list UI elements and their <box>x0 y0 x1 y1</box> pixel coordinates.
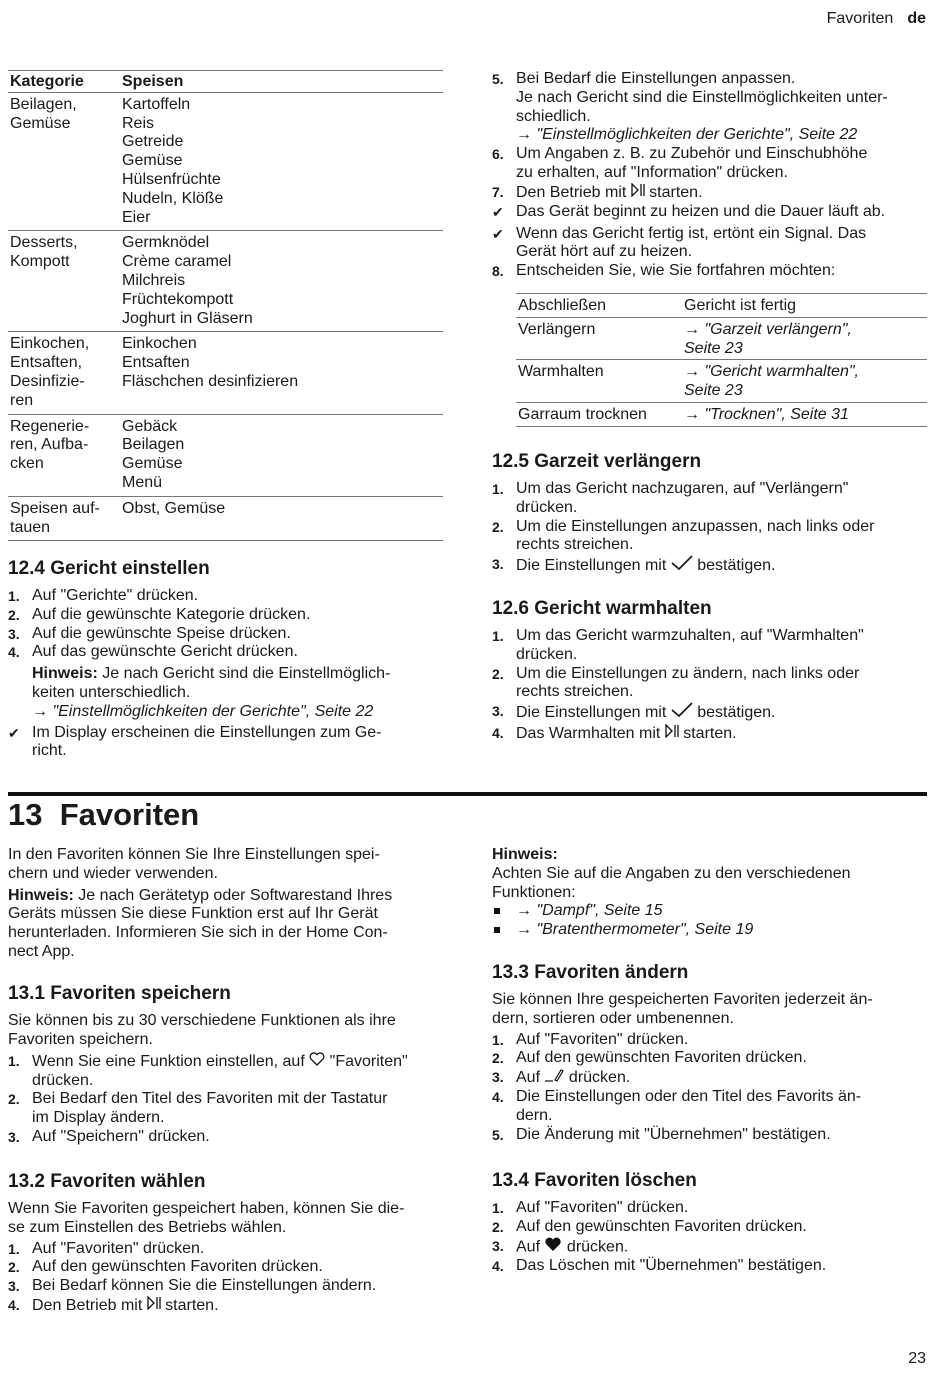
section-13-4 <box>492 1169 927 1276</box>
category-cell: Beilagen, Gemüse <box>8 92 120 231</box>
checkmark-icon: ✔ <box>492 225 504 242</box>
step-item: 4. Auf das gewünschte Gericht drücken. <box>8 643 298 661</box>
step-item: 2. Bei Bedarf den Titel des Favoriten mit der Tastatur im Display ändern. <box>8 1090 388 1127</box>
step-item: 1. Auf "Gerichte" drücken. <box>8 587 199 604</box>
step-item: 1. Um das Gericht nachzugaren, auf "Verlängern" drücken. <box>492 480 849 516</box>
option-name: Abschließen <box>516 293 682 317</box>
cross-reference-link[interactable]: → "Garzeit verlängern", Seite 23 <box>682 317 927 360</box>
category-table <box>8 70 443 541</box>
chapter-title: 13 Favoriten <box>8 797 200 832</box>
step-item: 5. Die Änderung mit "Übernehmen" bestätigen. <box>492 1125 831 1143</box>
option-name: Garraum trocknen <box>516 402 682 426</box>
step-item: 3. Auf drücken. <box>492 1069 631 1087</box>
section-title: 12.5 Garzeit verlängern <box>492 451 702 472</box>
step-item: 8. Entscheiden Sie, wie Sie fortfahren möchten: <box>492 262 836 280</box>
section-12-5 <box>492 450 927 577</box>
category-cell: Speisen auf- tauen <box>8 496 120 541</box>
dishes-cell: Kartoffeln Reis Getreide Gemüse Hülsenfrüchte Nudeln, Klöße Eier <box>120 92 443 231</box>
step-item: 3. Die Einstellungen mit bestätigen. <box>492 702 927 724</box>
confirm-check-icon <box>671 555 693 577</box>
step-item: 3. Auf die gewünschte Speise drücken. <box>8 624 291 642</box>
step-item: 1. Auf "Favoriten" drücken. <box>8 1239 205 1257</box>
step-item: 1. Auf "Favoriten" drücken. <box>492 1199 689 1216</box>
heart-filled-icon <box>544 1237 562 1258</box>
step-list <box>8 587 443 662</box>
step-list <box>492 70 927 203</box>
table-row <box>516 402 927 426</box>
category-cell: Desserts, Kompott <box>8 231 120 332</box>
category-cell: Einkochen, Entsaften, Desinfizie- ren <box>8 332 120 414</box>
section-title: 13.2 Favoriten wählen <box>8 1171 206 1192</box>
section-title: 12.6 Gericht warmhalten <box>492 598 712 619</box>
arrow-right-icon: → <box>684 363 705 381</box>
bullet-item <box>492 921 927 940</box>
category-table-block <box>8 70 443 541</box>
edit-pencil-icon <box>544 1068 564 1088</box>
section-12-4-continued <box>492 70 927 427</box>
step-item: 6. Um Angaben z. B. zu Zubehör und Einschubhöhe zu erhalten, auf "Information" drücken. <box>492 145 868 181</box>
cross-reference-link[interactable]: → "Gericht warmhalten", Seite 23 <box>682 360 927 403</box>
bullet-item <box>492 902 927 921</box>
dishes-cell: Einkochen Entsaften Fläschchen desinfizieren <box>120 332 443 414</box>
step-item: 2. Um die Einstellungen anzupassen, nach links oder rechts streichen. <box>492 517 875 554</box>
step-item: 1. Auf "Favoriten" drücken. <box>492 1030 689 1048</box>
table-row <box>516 293 927 317</box>
bullet-square-icon <box>494 927 500 933</box>
result-item: ✔ Das Gerät beginnt zu heizen und die Dauer läuft ab. <box>492 202 886 220</box>
play-pause-icon <box>631 183 645 203</box>
table-row <box>8 332 443 414</box>
checkmark-icon: ✔ <box>8 724 20 741</box>
table-row <box>8 414 443 496</box>
header-language: de <box>907 10 926 27</box>
result-item: ✔ Wenn das Gericht fertig ist, ertönt ein Signal. Das Gerät hört auf zu heizen. <box>492 224 867 261</box>
note-label: Hinweis: <box>32 665 98 683</box>
arrow-right-icon: → <box>684 405 705 423</box>
section-title: 13.1 Favoriten speichern <box>8 983 231 1004</box>
cross-reference-link[interactable]: → "Einstellmöglichkeiten der Gerichte", Seite 22 <box>32 702 374 720</box>
step-item: 2. Auf den gewünschten Favoriten drücken. <box>492 1217 807 1235</box>
cross-reference-link[interactable]: → "Trocknen", Seite 31 <box>682 402 927 426</box>
step-item: 4. Das Warmhalten mit starten. <box>492 724 737 743</box>
hint-label: Hinweis: <box>8 886 74 904</box>
section-13-1: 13.1 Favoriten speichern Sie können bis zu 30 verschiedene Funktionen als ihre Favoriten speichern. 1. Wenn Sie eine Funktion einstellen, auf "Favoriten" drücken. 2. Bei Bedarf den Titel des Favoriten mit der Tastatur im Display ändern. 3. Auf "Speichern" drücken. <box>8 982 443 1147</box>
category-cell: Regenerie- ren, Aufba- cken <box>8 414 120 496</box>
section-title: 13.4 Favoriten löschen <box>492 1170 697 1191</box>
dishes-cell: Obst, Gemüse <box>120 496 443 541</box>
step-item: 4. Die Einstellungen oder den Titel des Favorits än- dern. <box>492 1088 862 1124</box>
page-number: 23 <box>908 1350 926 1368</box>
result-item: ✔ Im Display erscheinen die Einstellungen zum Ge- richt. <box>8 723 382 760</box>
chapter-13-intro: In den Favoriten können Sie Ihre Einstellungen spei- chern und wieder verwenden. Hinweis: Je nach Gerätetyp oder Softwarestand Ihres Geräts müssen Sie diese Funktion erst auf Ihr Gerät herunterladen. Informieren Sie sich in der Home Con- nect App. <box>8 846 393 960</box>
table-row <box>8 92 443 231</box>
checkmark-icon: ✔ <box>492 203 504 220</box>
option-name: Verlängern <box>516 317 682 360</box>
header-section: Favoriten <box>826 10 894 27</box>
section-title: 13.3 Favoriten ändern <box>492 962 689 983</box>
arrow-right-icon: → <box>684 320 705 338</box>
play-pause-icon <box>147 1296 161 1316</box>
step-list <box>492 1199 927 1276</box>
option-description: Gericht ist fertig <box>682 293 927 317</box>
option-name: Warmhalten <box>516 360 682 403</box>
table-header-category: Kategorie <box>8 71 120 93</box>
step-item: 2. Auf den gewünschten Favoriten drücken. <box>8 1258 323 1276</box>
running-header <box>827 10 926 29</box>
options-table-block <box>516 293 927 427</box>
step-item: 1. Um das Gericht warmzuhalten, auf "Warmhalten" drücken. <box>492 627 864 663</box>
section-13-2: 13.2 Favoriten wählen Wenn Sie Favoriten gespeichert haben, können Sie die- se zum Einstellen des Betriebs wählen. 1. Auf "Favoriten" drücken. 2. Auf den gewünschten Favoriten drücken. 3. Bei Bedarf können Sie die Einstellungen ändern. 4. Den Betrieb mit starten. <box>8 1170 443 1316</box>
step-item: 3. Bei Bedarf können Sie die Einstellungen ändern. <box>8 1277 377 1295</box>
step-list <box>492 480 927 577</box>
step-item: 5. Bei Bedarf die Einstellungen anpassen. Je nach Gericht sind die Einstellmöglichkeiten unter- schiedlich. → "Einstellmöglichkeiten der Gerichte", Seite 22 <box>492 70 927 145</box>
chapter-13-header <box>8 797 508 833</box>
arrow-right-icon: → <box>32 702 53 720</box>
step-list <box>492 1031 927 1145</box>
step-item: 3. Auf drücken. <box>492 1237 927 1258</box>
step-item: 3. Auf "Speichern" drücken. <box>8 1127 210 1145</box>
dishes-cell: Gebäck Beilagen Gemüse Menü <box>120 414 443 496</box>
arrow-right-icon: → <box>516 921 537 939</box>
bullet-square-icon <box>494 908 500 914</box>
table-row <box>8 231 443 332</box>
play-pause-icon <box>665 724 679 744</box>
step-item: 3. Die Einstellungen mit bestätigen. <box>492 555 927 577</box>
table-row <box>8 496 443 541</box>
step-item: 1. Wenn Sie eine Funktion einstellen, auf "Favoriten" drücken. <box>8 1052 408 1089</box>
cross-reference-link[interactable]: → "Bratenthermometer", Seite 19 <box>516 921 754 939</box>
chapter-13-hint: Hinweis: Achten Sie auf die Angaben zu den verschiedenen Funktionen: → "Dampf", Seite 15 → "Bratenthermometer", Seite 19 <box>492 846 927 940</box>
step-list <box>492 262 927 281</box>
arrow-right-icon: → <box>516 126 537 144</box>
step-list <box>8 1240 443 1316</box>
step-item: 2. Auf die gewünschte Kategorie drücken. <box>8 605 311 623</box>
table-row <box>516 317 927 360</box>
step-item: 2. Um die Einstellungen zu ändern, nach links oder rechts streichen. <box>492 664 860 701</box>
section-title: 12.4 Gericht einstellen <box>8 558 210 579</box>
arrow-right-icon: → <box>516 902 537 920</box>
note: Hinweis: Je nach Gericht sind die Einstellmöglich- keiten unterschiedlich. → "Einstellmöglichkeiten der Gerichte", Seite 22 <box>8 665 443 721</box>
step-item: 4. Das Löschen mit "Übernehmen" bestätigen. <box>492 1257 827 1275</box>
step-item: 2. Auf den gewünschten Favoriten drücken. <box>492 1049 807 1067</box>
section-12-4 <box>8 557 443 761</box>
confirm-check-icon <box>671 702 693 724</box>
table-header-dishes: Speisen <box>120 71 443 93</box>
step-item: 4. Den Betrieb mit starten. <box>8 1296 219 1315</box>
heart-outline-icon <box>309 1052 325 1072</box>
chapter-divider <box>8 792 927 796</box>
step-list <box>492 627 927 744</box>
section-12-6 <box>492 597 927 744</box>
hint-label: Hinweis: <box>492 846 558 863</box>
dishes-cell: Germknödel Crème caramel Milchreis Früchtekompott Joghurt in Gläsern <box>120 231 443 332</box>
section-13-3: 13.3 Favoriten ändern Sie können Ihre gespeicherten Favoriten jederzeit än- dern, sortieren oder umbenennen. 1. Auf "Favoriten" drücken. 2. Auf den gewünschten Favoriten drücken. 3. Auf drücken. 4. Die Einstellungen oder den Titel des Favorits än- dern. 5. Die Änderung mit "Übernehmen" bestätigen. <box>492 961 927 1145</box>
cross-reference-link[interactable]: → "Einstellmöglichkeiten der Gerichte", Seite 22 <box>516 126 858 144</box>
table-row <box>516 360 927 403</box>
step-item: 7. Den Betrieb mit starten. <box>492 183 703 201</box>
step-list <box>8 1052 443 1147</box>
cross-reference-link[interactable]: → "Dampf", Seite 15 <box>516 902 663 920</box>
options-table <box>516 293 927 427</box>
